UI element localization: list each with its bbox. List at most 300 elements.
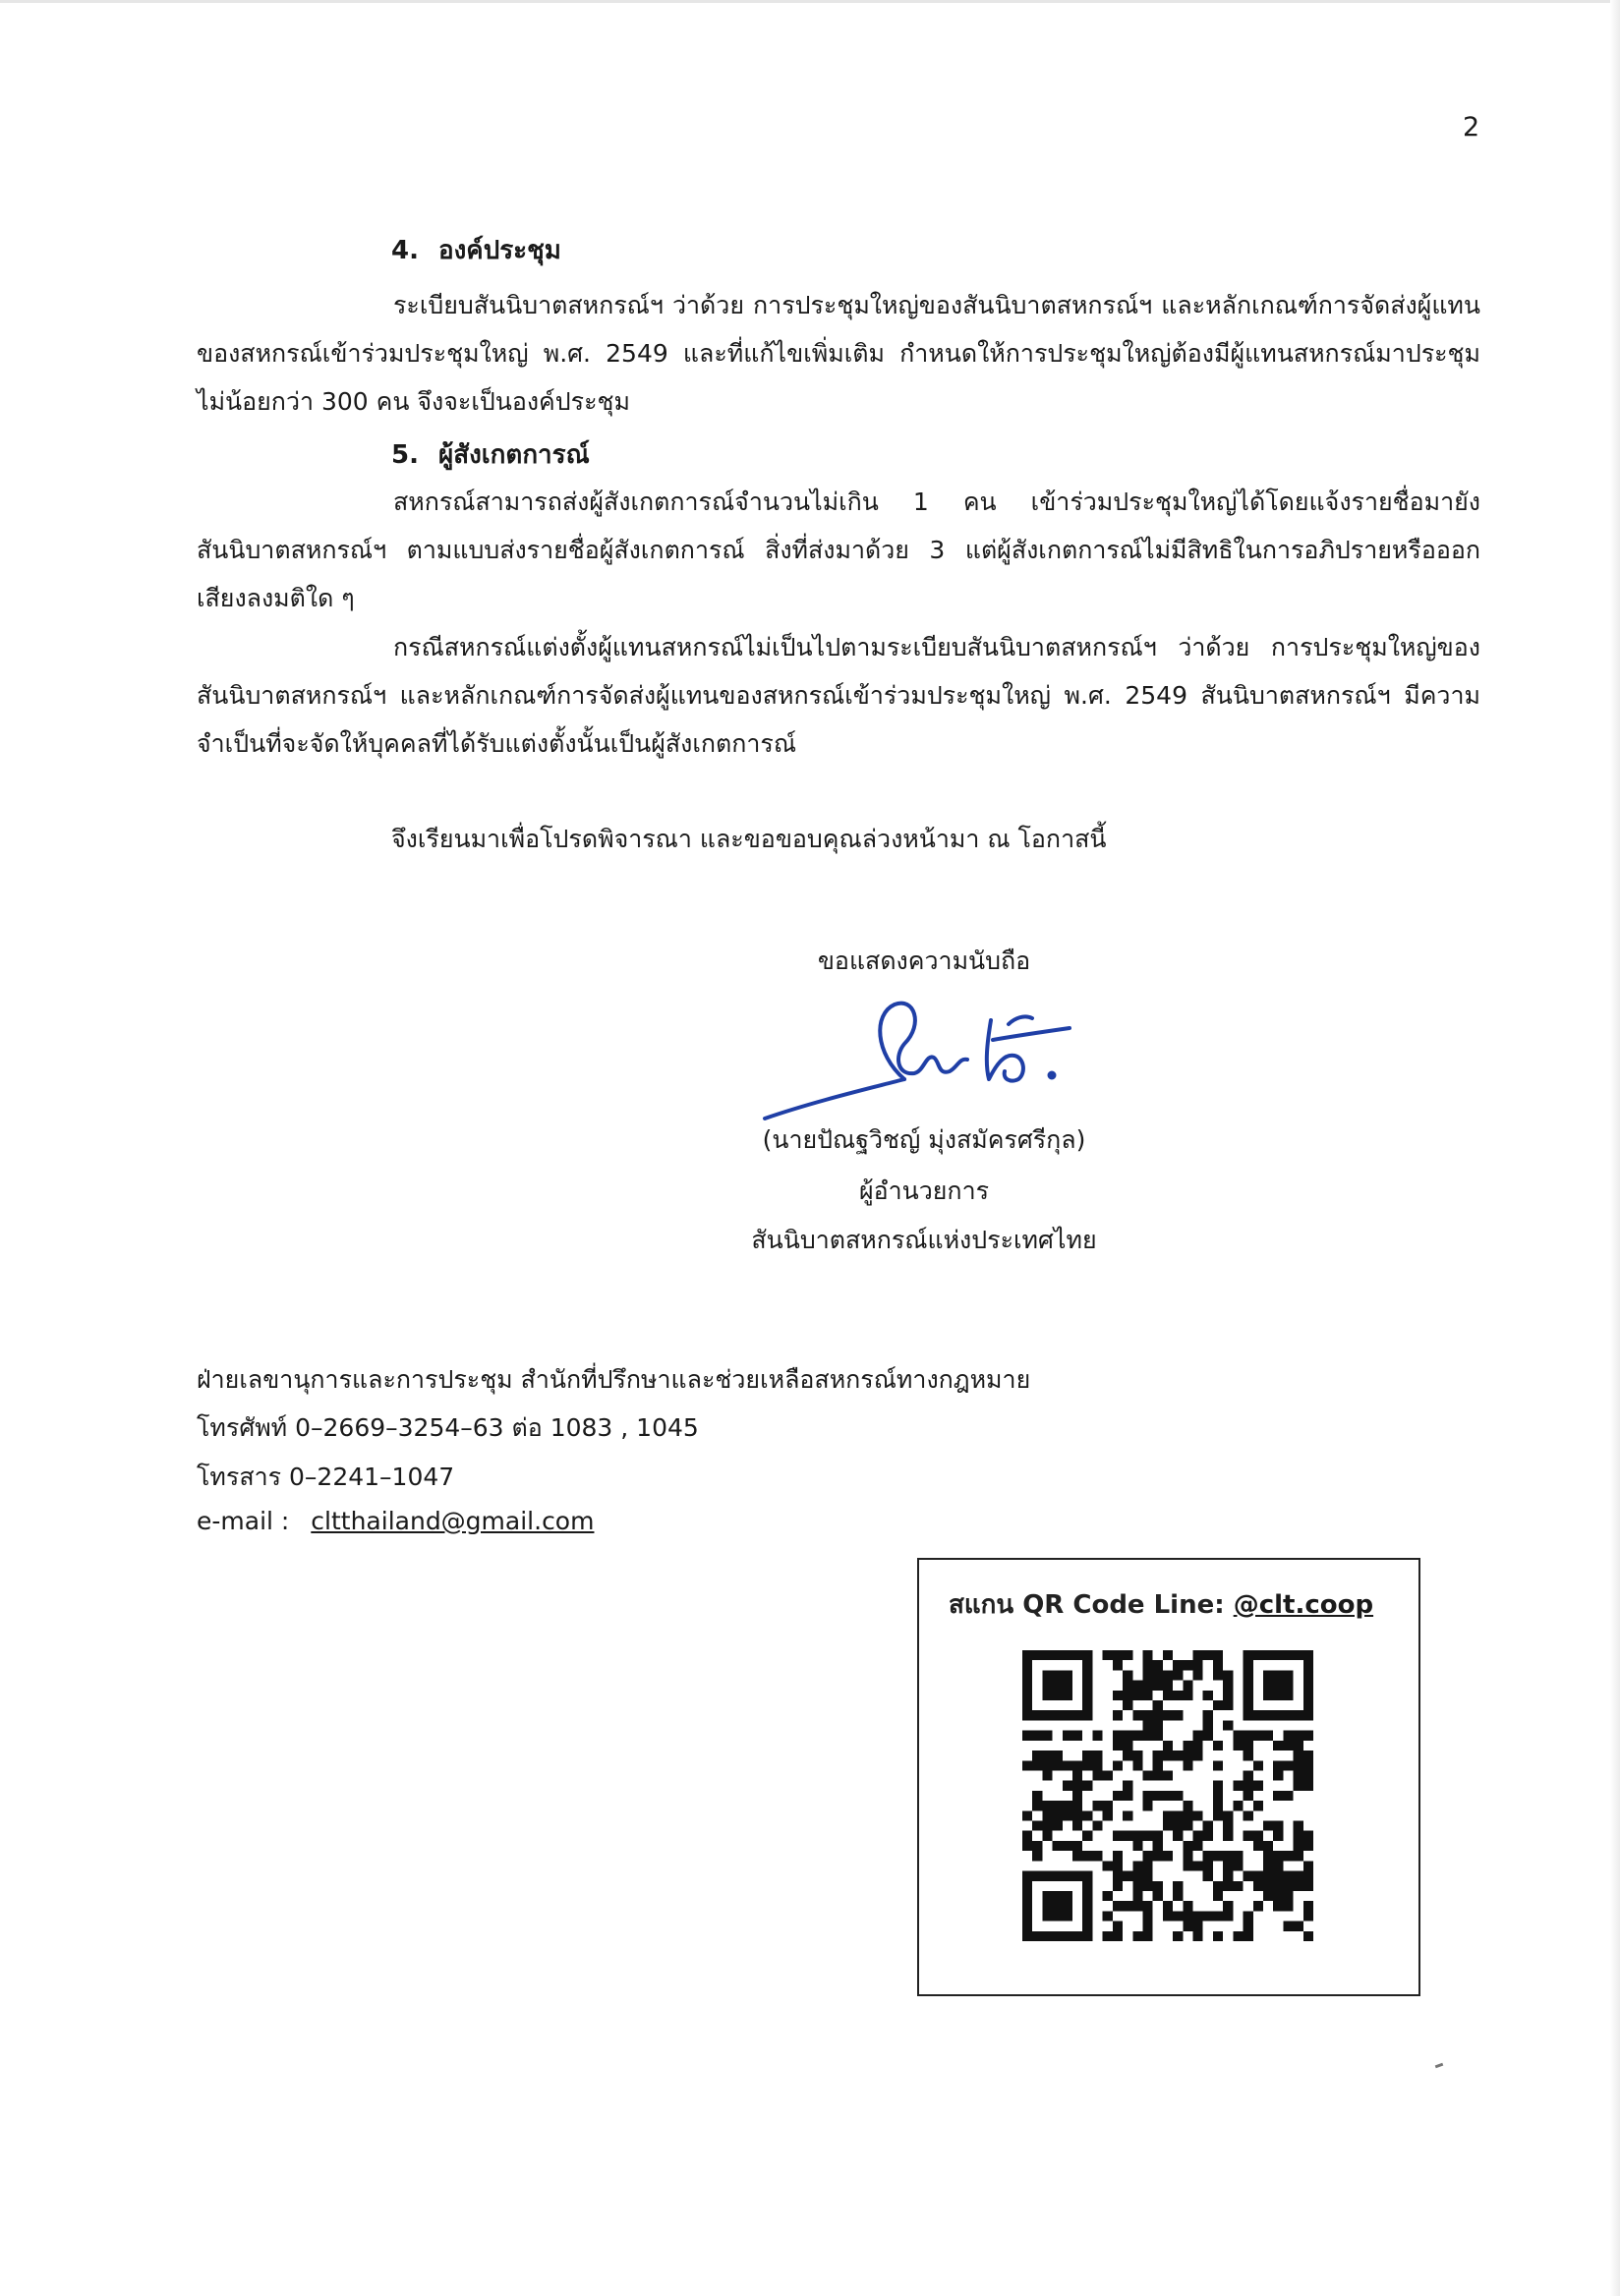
qr-module bbox=[1213, 1911, 1223, 1921]
qr-module bbox=[1042, 1901, 1052, 1911]
qr-module bbox=[1132, 1881, 1142, 1891]
qr-module bbox=[1113, 1861, 1123, 1870]
qr-module bbox=[1303, 1691, 1313, 1700]
qr-module bbox=[1183, 1851, 1192, 1861]
section-4-title: องค์ประชุม bbox=[438, 236, 561, 265]
qr-module bbox=[1123, 1700, 1132, 1710]
qr-module bbox=[1273, 1791, 1283, 1801]
qr-module bbox=[1022, 1871, 1032, 1881]
qr-module bbox=[1294, 1922, 1303, 1931]
qr-code-image[interactable] bbox=[1022, 1650, 1313, 1941]
qr-module bbox=[1273, 1881, 1283, 1891]
qr-module bbox=[1153, 1770, 1163, 1780]
qr-module bbox=[1303, 1881, 1313, 1891]
qr-code-panel bbox=[917, 1558, 1420, 1996]
qr-module bbox=[1053, 1901, 1063, 1911]
qr-module bbox=[1283, 1851, 1293, 1861]
qr-module bbox=[1022, 1710, 1032, 1720]
qr-module bbox=[1273, 1650, 1283, 1660]
qr-module bbox=[1153, 1720, 1163, 1730]
qr-module bbox=[1213, 1931, 1223, 1941]
qr-module bbox=[1032, 1710, 1042, 1720]
qr-module bbox=[1132, 1871, 1142, 1881]
qr-module bbox=[1042, 1810, 1052, 1820]
qr-module bbox=[1092, 1770, 1102, 1780]
qr-module bbox=[1223, 1901, 1233, 1911]
qr-module bbox=[1042, 1751, 1052, 1760]
qr-module bbox=[1244, 1741, 1253, 1751]
section-4-body bbox=[197, 281, 1480, 426]
qr-module bbox=[1053, 1691, 1063, 1700]
qr-module bbox=[1072, 1821, 1082, 1831]
qr-module bbox=[1032, 1851, 1042, 1861]
qr-module bbox=[1113, 1851, 1123, 1861]
qr-module bbox=[1303, 1700, 1313, 1710]
qr-module bbox=[1153, 1670, 1163, 1680]
qr-module bbox=[1053, 1821, 1063, 1831]
qr-module bbox=[1283, 1650, 1293, 1660]
qr-module bbox=[1063, 1681, 1072, 1691]
qr-module bbox=[1153, 1731, 1163, 1741]
qr-module bbox=[1303, 1670, 1313, 1680]
qr-module bbox=[1103, 1861, 1113, 1870]
qr-module bbox=[1042, 1650, 1052, 1660]
section-4-heading bbox=[391, 230, 561, 270]
qr-module bbox=[1142, 1861, 1152, 1870]
qr-module bbox=[1153, 1851, 1163, 1861]
qr-module bbox=[1082, 1691, 1092, 1700]
qr-module bbox=[1142, 1831, 1152, 1841]
qr-module bbox=[1153, 1660, 1163, 1670]
qr-module bbox=[1263, 1841, 1273, 1851]
qr-module bbox=[1173, 1691, 1183, 1700]
qr-module bbox=[1263, 1681, 1273, 1691]
qr-module bbox=[1072, 1781, 1082, 1791]
qr-module bbox=[1123, 1751, 1132, 1760]
qr-module bbox=[1183, 1821, 1192, 1831]
qr-module bbox=[1294, 1650, 1303, 1660]
qr-module bbox=[1113, 1791, 1123, 1801]
qr-module bbox=[1233, 1851, 1243, 1861]
qr-module bbox=[1113, 1731, 1123, 1741]
qr-module bbox=[1273, 1901, 1283, 1911]
qr-module bbox=[1183, 1681, 1192, 1691]
qr-module bbox=[1244, 1770, 1253, 1780]
qr-module bbox=[1163, 1911, 1173, 1921]
qr-module bbox=[1153, 1751, 1163, 1760]
qr-module bbox=[1263, 1821, 1273, 1831]
qr-module bbox=[1233, 1781, 1243, 1791]
qr-module bbox=[1193, 1741, 1203, 1751]
qr-module bbox=[1183, 1841, 1192, 1851]
qr-module bbox=[1082, 1810, 1092, 1820]
qr-module bbox=[1132, 1831, 1142, 1841]
qr-module bbox=[1053, 1810, 1063, 1820]
qr-module bbox=[1163, 1681, 1173, 1691]
qr-module bbox=[1173, 1670, 1183, 1680]
qr-module bbox=[1142, 1801, 1152, 1810]
qr-module bbox=[1082, 1660, 1092, 1670]
qr-module bbox=[1032, 1760, 1042, 1770]
qr-module bbox=[1053, 1841, 1063, 1851]
qr-module bbox=[1244, 1931, 1253, 1941]
qr-module bbox=[1042, 1670, 1052, 1680]
qr-module bbox=[1173, 1660, 1183, 1670]
qr-module bbox=[1113, 1760, 1123, 1770]
qr-module bbox=[1022, 1831, 1032, 1841]
qr-module bbox=[1253, 1841, 1263, 1851]
qr-module bbox=[1123, 1871, 1132, 1881]
section-5-heading bbox=[391, 434, 590, 475]
qr-module bbox=[1283, 1871, 1293, 1881]
qr-module bbox=[1072, 1801, 1082, 1810]
qr-module bbox=[1063, 1841, 1072, 1851]
qr-module bbox=[1223, 1851, 1233, 1861]
qr-module bbox=[1263, 1691, 1273, 1700]
qr-module bbox=[1233, 1931, 1243, 1941]
qr-module bbox=[1283, 1710, 1293, 1720]
qr-module bbox=[1193, 1660, 1203, 1670]
qr-module bbox=[1142, 1931, 1152, 1941]
qr-module bbox=[1193, 1670, 1203, 1680]
qr-module bbox=[1032, 1841, 1042, 1851]
qr-module bbox=[1223, 1871, 1233, 1881]
qr-module bbox=[1092, 1751, 1102, 1760]
qr-module bbox=[1253, 1831, 1263, 1841]
qr-module bbox=[1032, 1821, 1042, 1831]
qr-module bbox=[1213, 1851, 1223, 1861]
qr-module bbox=[1082, 1891, 1092, 1901]
qr-module bbox=[1072, 1650, 1082, 1660]
qr-module bbox=[1123, 1670, 1132, 1680]
qr-module bbox=[1063, 1810, 1072, 1820]
qr-module bbox=[1303, 1901, 1313, 1911]
qr-module bbox=[1022, 1691, 1032, 1700]
qr-module bbox=[1113, 1922, 1123, 1931]
qr-module bbox=[1294, 1741, 1303, 1751]
qr-module bbox=[1142, 1731, 1152, 1741]
contact-fax: โทรสาร 0–2241–1047 bbox=[197, 1463, 455, 1491]
qr-module bbox=[1072, 1710, 1082, 1720]
section-4-number: 4. bbox=[391, 236, 419, 265]
qr-module bbox=[1173, 1911, 1183, 1921]
qr-module bbox=[1142, 1710, 1152, 1720]
qr-module bbox=[1132, 1891, 1142, 1901]
qr-module bbox=[1063, 1691, 1072, 1700]
qr-module bbox=[1273, 1770, 1283, 1780]
qr-module bbox=[1244, 1781, 1253, 1791]
qr-module bbox=[1303, 1731, 1313, 1741]
qr-module bbox=[1213, 1700, 1223, 1710]
qr-module bbox=[1283, 1881, 1293, 1891]
qr-module bbox=[1163, 1851, 1173, 1861]
qr-module bbox=[1273, 1891, 1283, 1901]
qr-module bbox=[1303, 1831, 1313, 1841]
qr-module bbox=[1103, 1801, 1113, 1810]
qr-module bbox=[1233, 1741, 1243, 1751]
qr-module bbox=[1113, 1881, 1123, 1891]
qr-module bbox=[1253, 1710, 1263, 1720]
qr-module bbox=[1123, 1901, 1132, 1911]
qr-module bbox=[1244, 1922, 1253, 1931]
qr-module bbox=[1022, 1760, 1032, 1770]
qr-module bbox=[1263, 1851, 1273, 1861]
qr-module bbox=[1123, 1691, 1132, 1700]
qr-module bbox=[1063, 1871, 1072, 1881]
qr-module bbox=[1193, 1911, 1203, 1921]
qr-module bbox=[1142, 1911, 1152, 1921]
qr-module bbox=[1092, 1731, 1102, 1741]
qr-module bbox=[1123, 1731, 1132, 1741]
qr-module bbox=[1223, 1720, 1233, 1730]
qr-module bbox=[1053, 1891, 1063, 1901]
qr-module bbox=[1244, 1700, 1253, 1710]
qr-module bbox=[1173, 1831, 1183, 1841]
qr-module bbox=[1203, 1650, 1213, 1660]
qr-module bbox=[1253, 1901, 1263, 1911]
qr-module bbox=[1022, 1891, 1032, 1901]
qr-module bbox=[1063, 1911, 1072, 1921]
qr-module bbox=[1053, 1681, 1063, 1691]
qr-module bbox=[1053, 1650, 1063, 1660]
qr-module bbox=[1183, 1751, 1192, 1760]
qr-module bbox=[1042, 1681, 1052, 1691]
qr-module bbox=[1183, 1691, 1192, 1700]
qr-module bbox=[1294, 1871, 1303, 1881]
qr-module bbox=[1203, 1720, 1213, 1730]
qr-module bbox=[1072, 1871, 1082, 1881]
qr-module bbox=[1213, 1791, 1223, 1801]
qr-module bbox=[1273, 1821, 1283, 1831]
qr-module bbox=[1294, 1841, 1303, 1851]
qr-module bbox=[1053, 1710, 1063, 1720]
qr-module bbox=[1193, 1650, 1203, 1660]
qr-module bbox=[1253, 1781, 1263, 1791]
qr-module bbox=[1063, 1781, 1072, 1791]
qr-caption-prefix: สแกน QR Code Line: bbox=[949, 1590, 1234, 1620]
qr-module bbox=[1072, 1841, 1082, 1851]
qr-module bbox=[1273, 1741, 1283, 1751]
section-5-text-1: สหกรณ์สามารถส่งผู้สังเกตการณ์จำนวนไม่เกิน 1 คน เข้าร่วมประชุมใหญ่ได้โดยแจ้งรายชื่อมายังสันนิบาตสหกรณ์ฯ ตามแบบส่งรายชื่อผู้สังเกตการณ์ สิ่งที่ส่งมาด้วย 3 แต่ผู้สังเกตการณ์ไม่มีสิทธิในการอภิปรายหรือออกเสียงลงมติใด ๆ bbox=[197, 488, 1480, 612]
qr-module bbox=[1132, 1691, 1142, 1700]
qr-module bbox=[1113, 1710, 1123, 1720]
qr-module bbox=[1063, 1650, 1072, 1660]
qr-module bbox=[1042, 1871, 1052, 1881]
qr-module bbox=[1294, 1831, 1303, 1841]
qr-module bbox=[1223, 1700, 1233, 1710]
qr-module bbox=[1213, 1810, 1223, 1820]
qr-line-handle[interactable]: @clt.coop bbox=[1233, 1590, 1374, 1620]
qr-module bbox=[1193, 1841, 1203, 1851]
qr-module bbox=[1153, 1891, 1163, 1901]
qr-module bbox=[1032, 1731, 1042, 1741]
qr-module bbox=[1203, 1851, 1213, 1861]
qr-module bbox=[1032, 1871, 1042, 1881]
qr-module bbox=[1153, 1881, 1163, 1891]
qr-module bbox=[1022, 1700, 1032, 1710]
qr-module bbox=[1253, 1760, 1263, 1770]
qr-module bbox=[1294, 1781, 1303, 1791]
email-link[interactable]: cltthailand@gmail.com bbox=[311, 1507, 595, 1535]
qr-module bbox=[1283, 1731, 1293, 1741]
qr-module bbox=[1283, 1681, 1293, 1691]
qr-module bbox=[1123, 1831, 1132, 1841]
qr-module bbox=[1063, 1731, 1072, 1741]
qr-module bbox=[1103, 1931, 1113, 1941]
qr-module bbox=[1072, 1931, 1082, 1941]
qr-module bbox=[1193, 1931, 1203, 1941]
qr-module bbox=[1103, 1891, 1113, 1901]
qr-module bbox=[1303, 1710, 1313, 1720]
qr-module bbox=[1263, 1731, 1273, 1741]
qr-module bbox=[1244, 1831, 1253, 1841]
qr-module bbox=[1123, 1791, 1132, 1801]
qr-module bbox=[1183, 1801, 1192, 1810]
qr-module bbox=[1082, 1871, 1092, 1881]
closing-line: จึงเรียนมาเพื่อโปรดพิจารณา และขอขอบคุณล่วงหน้ามา ณ โอกาสนี้ bbox=[391, 825, 1107, 853]
qr-module bbox=[1142, 1871, 1152, 1881]
qr-module bbox=[1153, 1681, 1163, 1691]
section-4-text: ระเบียบสันนิบาตสหกรณ์ฯ ว่าด้วย การประชุมใหญ่ของสันนิบาตสหกรณ์ฯ และหลักเกณฑ์การจัดส่งผู้แทนของสหกรณ์เข้าร่วมประชุมใหญ่ พ.ศ. 2549 และที่แก้ไขเพิ่มเติม กำหนดให้การประชุมใหญ่ต้องมีผู้แทนสหกรณ์มาประชุมไม่น้อยกว่า 300 คน จึงจะเป็นองค์ประชุม bbox=[197, 291, 1480, 416]
qr-module bbox=[1303, 1781, 1313, 1791]
scan-speck bbox=[1435, 2063, 1444, 2069]
qr-module bbox=[1223, 1831, 1233, 1841]
qr-module bbox=[1203, 1731, 1213, 1741]
qr-module bbox=[1022, 1660, 1032, 1670]
qr-module bbox=[1022, 1841, 1032, 1851]
qr-module bbox=[1203, 1691, 1213, 1700]
qr-module bbox=[1163, 1791, 1173, 1801]
qr-module bbox=[1213, 1741, 1223, 1751]
qr-module bbox=[1294, 1710, 1303, 1720]
qr-module bbox=[1032, 1791, 1042, 1801]
qr-module bbox=[1053, 1670, 1063, 1680]
qr-module bbox=[1294, 1731, 1303, 1741]
section-5-title: ผู้สังเกตการณ์ bbox=[438, 440, 590, 470]
qr-module bbox=[1244, 1731, 1253, 1741]
qr-module bbox=[1092, 1760, 1102, 1770]
qr-module bbox=[1244, 1751, 1253, 1760]
qr-module bbox=[1153, 1700, 1163, 1710]
qr-module bbox=[1173, 1931, 1183, 1941]
qr-module bbox=[1063, 1670, 1072, 1680]
qr-module bbox=[1032, 1751, 1042, 1760]
qr-module bbox=[1283, 1891, 1293, 1901]
qr-module bbox=[1203, 1871, 1213, 1881]
qr-module bbox=[1132, 1841, 1142, 1851]
qr-module bbox=[1082, 1781, 1092, 1791]
qr-module bbox=[1132, 1760, 1142, 1770]
qr-module bbox=[1244, 1810, 1253, 1820]
qr-module bbox=[1303, 1650, 1313, 1660]
qr-module bbox=[1283, 1741, 1293, 1751]
qr-module bbox=[1193, 1861, 1203, 1870]
contact-department: ฝ่ายเลขานุการและการประชุม สำนักที่ปรึกษาและช่วยเหลือสหกรณ์ทางกฎหมาย bbox=[197, 1365, 1031, 1394]
qr-module bbox=[1303, 1681, 1313, 1691]
qr-module bbox=[1273, 1831, 1283, 1841]
qr-module bbox=[1153, 1791, 1163, 1801]
qr-module bbox=[1294, 1821, 1303, 1831]
qr-module bbox=[1244, 1681, 1253, 1691]
qr-module bbox=[1163, 1751, 1173, 1760]
qr-module bbox=[1163, 1770, 1173, 1780]
qr-module bbox=[1303, 1861, 1313, 1870]
qr-module bbox=[1032, 1650, 1042, 1660]
qr-module bbox=[1303, 1660, 1313, 1670]
qr-module bbox=[1113, 1931, 1123, 1941]
contact-phone: โทรศัพท์ 0–2669–3254–63 ต่อ 1083 , 1045 bbox=[197, 1413, 699, 1442]
qr-module bbox=[1053, 1911, 1063, 1921]
qr-module bbox=[1244, 1791, 1253, 1801]
qr-module bbox=[1082, 1901, 1092, 1911]
qr-module bbox=[1082, 1751, 1092, 1760]
qr-module bbox=[1042, 1911, 1052, 1921]
qr-module bbox=[1263, 1861, 1273, 1870]
qr-module bbox=[1244, 1911, 1253, 1921]
qr-module bbox=[1173, 1710, 1183, 1720]
qr-module bbox=[1042, 1691, 1052, 1700]
qr-module bbox=[1273, 1691, 1283, 1700]
qr-module bbox=[1153, 1760, 1163, 1770]
qr-module bbox=[1173, 1810, 1183, 1820]
qr-module bbox=[1203, 1911, 1213, 1921]
qr-module bbox=[1063, 1801, 1072, 1810]
qr-module bbox=[1203, 1710, 1213, 1720]
qr-module bbox=[1142, 1770, 1152, 1780]
qr-module bbox=[1132, 1751, 1142, 1760]
qr-module bbox=[1063, 1891, 1072, 1901]
qr-module bbox=[1193, 1922, 1203, 1931]
qr-module bbox=[1022, 1681, 1032, 1691]
qr-module bbox=[1223, 1681, 1233, 1691]
qr-module bbox=[1042, 1760, 1052, 1770]
qr-module bbox=[1213, 1801, 1223, 1810]
qr-module bbox=[1273, 1760, 1283, 1770]
qr-module bbox=[1213, 1670, 1223, 1680]
qr-module bbox=[1294, 1851, 1303, 1861]
qr-module bbox=[1263, 1650, 1273, 1660]
qr-module bbox=[1283, 1691, 1293, 1700]
page-number: 2 bbox=[1463, 112, 1480, 143]
qr-module bbox=[1042, 1891, 1052, 1901]
qr-module bbox=[1142, 1851, 1152, 1861]
qr-module bbox=[1022, 1731, 1032, 1741]
qr-module bbox=[1113, 1871, 1123, 1881]
qr-module bbox=[1213, 1781, 1223, 1791]
signatory-position: ผู้อำนวยการ bbox=[858, 1177, 990, 1205]
qr-module bbox=[1113, 1650, 1123, 1660]
qr-module bbox=[1253, 1650, 1263, 1660]
qr-module bbox=[1223, 1911, 1233, 1921]
qr-module bbox=[1022, 1650, 1032, 1660]
qr-module bbox=[1132, 1861, 1142, 1870]
qr-module bbox=[1032, 1801, 1042, 1810]
qr-module bbox=[1123, 1650, 1132, 1660]
qr-module bbox=[1273, 1710, 1283, 1720]
qr-module bbox=[1063, 1901, 1072, 1911]
qr-module bbox=[1142, 1922, 1152, 1931]
qr-module bbox=[1244, 1871, 1253, 1881]
qr-module bbox=[1042, 1931, 1052, 1941]
qr-module bbox=[1082, 1700, 1092, 1710]
qr-module bbox=[1053, 1931, 1063, 1941]
qr-module bbox=[1253, 1881, 1263, 1891]
qr-module bbox=[1183, 1922, 1192, 1931]
qr-module bbox=[1092, 1821, 1102, 1831]
qr-module bbox=[1072, 1810, 1082, 1820]
qr-module bbox=[1233, 1881, 1243, 1891]
qr-module bbox=[1032, 1931, 1042, 1941]
